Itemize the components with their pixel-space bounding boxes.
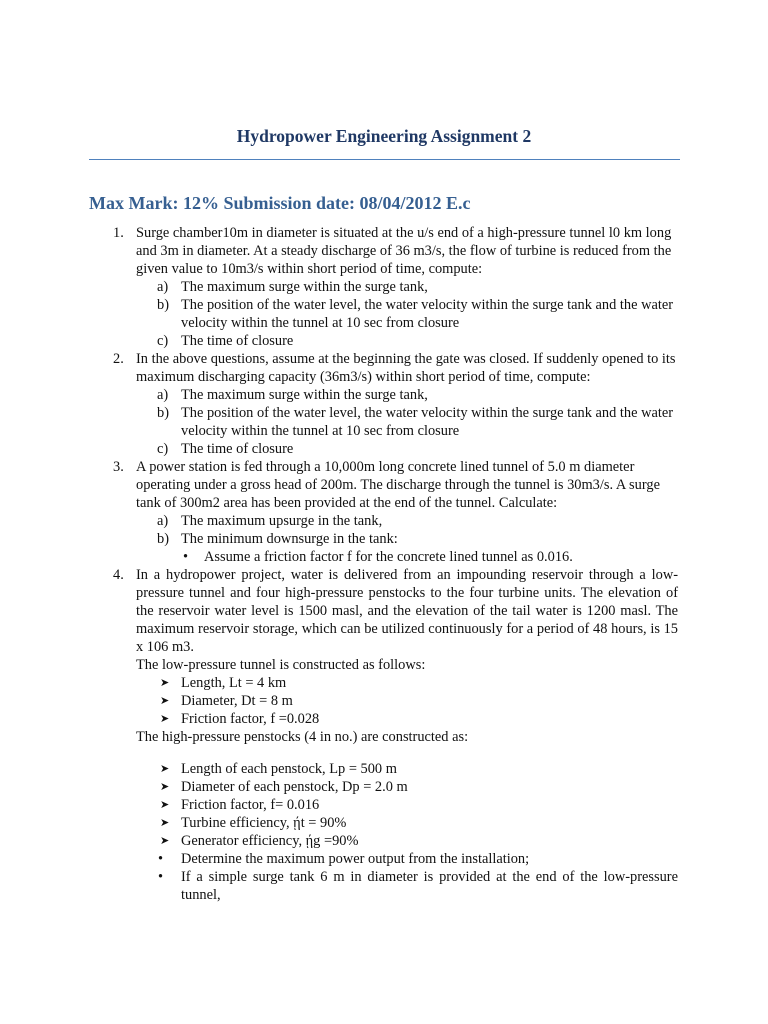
bullet-dot-icon: • — [183, 549, 189, 565]
arrow-bullet-icon: ➤ — [160, 763, 170, 775]
document-body — [0, 224, 768, 904]
sub-item — [0, 530, 678, 548]
arrow-item — [0, 832, 678, 850]
sub-item — [0, 332, 678, 350]
question-number: 3. — [113, 459, 124, 475]
task-item — [0, 868, 678, 904]
question-number: 1. — [113, 225, 124, 241]
sub-text: The position of the water level, the water velocity within the surge tank and the water velocity within the tunnel at 10 sec from closure — [181, 405, 674, 439]
title-divider — [89, 159, 680, 160]
sub-text: The time of closure — [181, 441, 294, 457]
bullet-dot-icon: • — [158, 851, 164, 867]
section-heading: Max Mark: 12% Submission date: 08/04/2012 E.c — [89, 193, 471, 213]
question-number: 2. — [113, 351, 124, 367]
question-4 — [0, 566, 678, 656]
question-number: 4. — [113, 567, 124, 583]
question-3 — [0, 458, 678, 512]
arrow-bullet-icon: ➤ — [160, 677, 170, 689]
arrow-bullet-icon: ➤ — [160, 817, 170, 829]
question-2 — [0, 350, 678, 386]
arrow-item — [0, 778, 678, 796]
task-item — [0, 850, 678, 868]
sub-text: The maximum upsurge in the tank, — [181, 513, 383, 529]
sub-label: b) — [157, 405, 169, 421]
arrow-text: Length, Lt = 4 km — [181, 675, 287, 691]
arrow-item — [0, 674, 678, 692]
arrow-text: Length of each penstock, Lp = 500 m — [181, 761, 397, 777]
arrow-text: Generator efficiency, ῄg =90% — [181, 833, 359, 849]
sub-item — [0, 440, 678, 458]
sub-label: a) — [157, 513, 169, 529]
bullet-dot-icon: • — [158, 869, 164, 885]
task-text: If a simple surge tank 6 m in diameter is provided at the end of the low-pressure tunnel, — [181, 869, 678, 903]
question-text: In the above questions, assume at the beginning the gate was closed. If suddenly opened to its maximum discharging capacity (36m3/s) within short period of time, compute: — [136, 351, 676, 385]
sub-item — [0, 512, 678, 530]
arrow-item — [0, 710, 678, 728]
sub-item — [0, 404, 678, 440]
arrow-item — [0, 796, 678, 814]
arrow-bullet-icon: ➤ — [160, 835, 170, 847]
sub-text: The minimum downsurge in the tank: — [181, 531, 398, 547]
penstock-intro: The high-pressure penstocks (4 in no.) are constructed as: — [136, 729, 469, 745]
arrow-item — [0, 692, 678, 710]
question-1 — [0, 224, 678, 278]
question-text: Surge chamber10m in diameter is situated at the u/s end of a high-pressure tunnel l0 km long and 3m in diameter. At a steady discharge of 36 m3/s, the flow of turbine is reduced from the given value to 10m3/s within short period of time, compute: — [136, 225, 672, 277]
question-text: In a hydropower project, water is delivered from an impounding reservoir through a low-pressure tunnel and four high-pressure penstocks to the four turbine units. The elevation of the reservoir water level is 1500 masl, and the elevation of the tail water is 1200 masl. The maximum reservoir storage, which can be utilized continuously for a period of 48 hours, is 15 x 106 m3. — [136, 567, 678, 655]
sub-label: b) — [157, 297, 169, 313]
arrow-text: Friction factor, f =0.028 — [181, 711, 320, 727]
sub-item — [0, 386, 678, 404]
task-text: Determine the maximum power output from the installation; — [181, 851, 530, 867]
sub-text: The time of closure — [181, 333, 294, 349]
arrow-text: Diameter of each penstock, Dp = 2.0 m — [181, 779, 408, 795]
tunnel-intro: The low-pressure tunnel is constructed as follows: — [136, 657, 426, 673]
arrow-item — [0, 814, 678, 832]
arrow-text: Friction factor, f= 0.016 — [181, 797, 320, 813]
sub-text: The position of the water level, the water velocity within the surge tank and the water velocity within the tunnel at 10 sec from closure — [181, 297, 674, 331]
arrow-text: Diameter, Dt = 8 m — [181, 693, 293, 709]
sub-label: a) — [157, 387, 169, 403]
sub-label: c) — [157, 333, 169, 349]
bullet-text: Assume a friction factor f for the concrete lined tunnel as 0.016. — [204, 549, 573, 565]
document-title: Hydropower Engineering Assignment 2 — [236, 126, 532, 146]
sub-label: a) — [157, 279, 169, 295]
arrow-text: Turbine efficiency, ῄt = 90% — [181, 815, 347, 831]
arrow-bullet-icon: ➤ — [160, 695, 170, 707]
bullet-item — [0, 548, 678, 566]
sub-item — [0, 278, 678, 296]
sub-label: b) — [157, 531, 169, 547]
sub-text: The maximum surge within the surge tank, — [181, 387, 428, 403]
sub-text: The maximum surge within the surge tank, — [181, 279, 428, 295]
question-text: A power station is fed through a 10,000m long concrete lined tunnel of 5.0 m diameter operating under a gross head of 200m. The discharge through the tunnel is 30m3/s. A surge tank of 300m2 area has been provided at the end of the tunnel. Calculate: — [136, 459, 660, 511]
sub-item — [0, 296, 678, 332]
spacer — [0, 746, 768, 760]
arrow-bullet-icon: ➤ — [160, 713, 170, 725]
arrow-bullet-icon: ➤ — [160, 799, 170, 811]
arrow-item — [0, 760, 678, 778]
arrow-bullet-icon: ➤ — [160, 781, 170, 793]
sub-label: c) — [157, 441, 169, 457]
